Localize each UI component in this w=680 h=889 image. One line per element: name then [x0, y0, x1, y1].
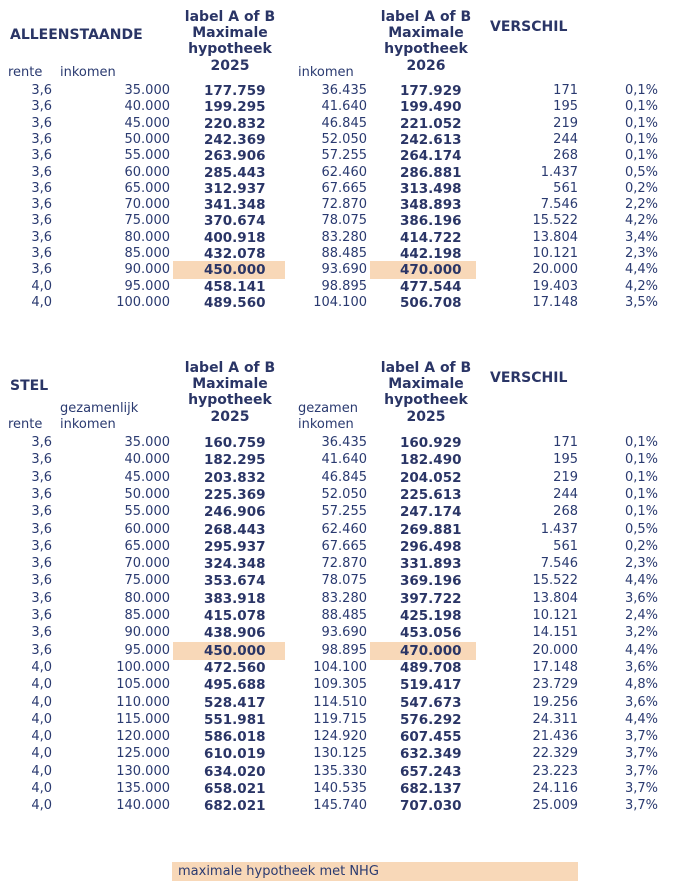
mortgage-2026-cell: 442.198 [400, 246, 462, 262]
percentage-cell: 0,2% [624, 538, 658, 554]
mortgage-2025-cell: 225.369 [204, 486, 266, 503]
percentage-cell: 4,2% [624, 278, 658, 294]
inkomen-cell: 90.000 [124, 625, 170, 641]
inkomen-next-cell: 104.100 [313, 659, 367, 675]
percentage-cell: 3,6% [624, 694, 658, 710]
inkomen-cell: 60.000 [124, 521, 170, 537]
rente-cell: 3,6 [31, 573, 52, 589]
mortgage-2026-cell: 425.198 [400, 608, 462, 624]
verschil-cell: 10.121 [532, 608, 578, 623]
mortgage-2025-cell: 634.020 [204, 763, 266, 780]
inkomen-cell: 115.000 [116, 711, 170, 727]
percentage-cell: 3,7% [624, 746, 658, 762]
rente-cell: 3,6 [31, 486, 52, 502]
verschil-cell: 7.546 [540, 197, 578, 213]
mortgage-2026-cell: 453.056 [400, 625, 462, 642]
inkomen-next-cell: 72.870 [321, 197, 367, 213]
verschil-cell: 195 [553, 99, 578, 115]
inkomen-cell: 45.000 [124, 115, 170, 131]
mortgage-2025-cell: 341.348 [204, 197, 266, 214]
mortgage-2025-cell: 160.759 [204, 435, 266, 451]
mortgage-2026-cell: 247.174 [400, 504, 462, 521]
inkomen-next-cell: 140.535 [313, 781, 367, 796]
mortgage-2026-cell: 331.893 [400, 556, 462, 573]
mortgage-2026-cell: 470.000 [400, 262, 462, 279]
section1-inkomen-header: inkomen [60, 65, 116, 80]
inkomen-cell: 35.000 [124, 83, 170, 98]
rente-cell: 3,6 [31, 99, 52, 115]
mortgage-2025-cell: 203.832 [204, 469, 266, 486]
mortgage-2026-cell: 489.708 [400, 659, 462, 676]
mortgage-2026-cell: 296.498 [400, 538, 462, 555]
inkomen-cell: 40.000 [124, 452, 170, 468]
rente-cell: 3,6 [31, 229, 52, 245]
verschil-cell: 17.148 [532, 659, 578, 675]
inkomen-next-cell: 145.740 [313, 798, 367, 814]
rente-cell: 3,6 [31, 590, 52, 606]
mortgage-2026-cell: 607.455 [400, 729, 462, 746]
mortgage-2026-cell: 414.722 [400, 229, 462, 246]
verschil-cell: 25.009 [532, 798, 578, 814]
percentage-cell: 4,4% [624, 262, 658, 278]
percentage-cell: 0,1% [624, 486, 658, 502]
percentage-cell: 3,2% [624, 625, 658, 641]
inkomen-cell: 60.000 [124, 164, 170, 180]
mortgage-2026-cell: 221.052 [400, 115, 462, 132]
mortgage-2025-cell: 528.417 [204, 694, 266, 711]
inkomen-cell: 70.000 [124, 556, 170, 572]
rente-cell: 4,0 [31, 278, 52, 294]
inkomen-cell: 130.000 [116, 763, 170, 779]
verschil-cell: 171 [553, 83, 578, 98]
percentage-cell: 2,3% [624, 556, 658, 572]
inkomen-next-cell: 104.100 [313, 294, 367, 310]
mortgage-2025-cell: 353.674 [204, 573, 266, 590]
mortgage-2025-cell: 246.906 [204, 504, 266, 521]
percentage-cell: 0,1% [624, 83, 658, 98]
rente-cell: 3,6 [31, 148, 52, 164]
mortgage-2026-cell: 470.000 [400, 642, 462, 659]
mortgage-2025-cell: 610.019 [204, 746, 266, 763]
inkomen-next-cell: 83.280 [321, 590, 367, 606]
mortgage-2025-cell: 268.443 [204, 521, 266, 538]
percentage-cell: 3,6% [624, 590, 658, 606]
percentage-cell: 0,5% [624, 164, 658, 180]
mortgage-2025-cell: 658.021 [204, 781, 266, 797]
verschil-cell: 19.403 [532, 278, 578, 294]
verschil-cell: 1.437 [540, 164, 578, 180]
inkomen-next-cell: 98.895 [321, 642, 367, 658]
mortgage-2026-cell: 313.498 [400, 180, 462, 197]
percentage-cell: 4,4% [624, 642, 658, 658]
mortgage-2025-cell: 438.906 [204, 625, 266, 642]
percentage-cell: 2,4% [624, 608, 658, 623]
inkomen-next-cell: 119.715 [313, 711, 367, 727]
rente-cell: 4,0 [31, 711, 52, 727]
verschil-cell: 171 [553, 435, 578, 450]
inkomen-cell: 55.000 [124, 504, 170, 520]
mortgage-2025-cell: 182.295 [204, 452, 266, 469]
percentage-cell: 0,1% [624, 452, 658, 468]
verschil-cell: 23.223 [532, 763, 578, 779]
rente-cell: 4,0 [31, 746, 52, 762]
section2-header-2026-line: Maximale [388, 376, 464, 393]
mortgage-2025-cell: 495.688 [204, 677, 266, 694]
section2-header-2025-line: 2025 [210, 408, 250, 425]
mortgage-2025-cell: 489.560 [204, 294, 266, 311]
verschil-cell: 13.804 [532, 590, 578, 606]
rente-cell: 3,6 [31, 115, 52, 131]
mortgage-2025-cell: 295.937 [204, 538, 266, 555]
percentage-cell: 0,2% [624, 180, 658, 196]
rente-cell: 3,6 [31, 197, 52, 213]
mortgage-2025-cell: 586.018 [204, 729, 266, 746]
mortgage-2025-cell: 682.021 [204, 798, 266, 815]
inkomen-cell: 65.000 [124, 538, 170, 554]
rente-cell: 3,6 [31, 642, 52, 658]
section1-title: ALLEENSTAANDE [10, 27, 143, 43]
section1-header-2025-line: Maximale [192, 25, 268, 42]
inkomen-cell: 85.000 [124, 246, 170, 261]
rente-cell: 3,6 [31, 608, 52, 623]
verschil-cell: 22.329 [532, 746, 578, 762]
mortgage-2025-cell: 458.141 [204, 278, 266, 295]
mortgage-2026-cell: 632.349 [400, 746, 462, 763]
mortgage-2026-cell: 477.544 [400, 278, 462, 295]
section2-inkomen2-header-line2: inkomen [298, 417, 354, 432]
inkomen-next-cell: 62.460 [321, 521, 367, 537]
percentage-cell: 4,4% [624, 711, 658, 727]
percentage-cell: 3,7% [624, 763, 658, 779]
verschil-cell: 561 [553, 180, 578, 196]
rente-cell: 4,0 [31, 659, 52, 675]
percentage-cell: 4,2% [624, 213, 658, 229]
percentage-cell: 0,1% [624, 435, 658, 450]
inkomen-cell: 95.000 [124, 642, 170, 658]
inkomen-cell: 120.000 [116, 729, 170, 745]
inkomen-cell: 135.000 [116, 781, 170, 796]
rente-cell: 4,0 [31, 781, 52, 796]
nhg-legend [172, 862, 578, 881]
section2-header-2026-line: hypotheek [384, 392, 468, 409]
mortgage-2026-cell: 519.417 [400, 677, 462, 694]
section1-verschil-header: VERSCHIL [490, 19, 568, 35]
mortgage-2026-cell: 182.490 [400, 452, 462, 469]
verschil-cell: 21.436 [532, 729, 578, 745]
section1-header-2026-line: label A of B [380, 9, 472, 25]
rente-cell: 3,6 [31, 131, 52, 147]
percentage-cell: 0,1% [624, 148, 658, 164]
mortgage-2025-cell: 383.918 [204, 590, 266, 607]
mortgage-2026-cell: 576.292 [400, 711, 462, 728]
inkomen-next-cell: 130.125 [313, 746, 367, 762]
mortgage-2025-cell: 415.078 [204, 608, 266, 624]
inkomen-next-cell: 52.050 [321, 131, 367, 147]
percentage-cell: 3,5% [624, 294, 658, 310]
section1-inkomen2-header: inkomen [298, 65, 354, 80]
section2-header-2026-line: label A of B [380, 360, 472, 376]
mortgage-2026-cell: 242.613 [400, 131, 462, 148]
mortgage-2026-cell: 657.243 [400, 763, 462, 780]
section1-header-2025-line: 2025 [210, 57, 250, 74]
mortgage-2025-cell: 324.348 [204, 556, 266, 573]
mortgage-2026-cell: 386.196 [400, 213, 462, 230]
rente-cell: 3,6 [31, 504, 52, 520]
inkomen-cell: 75.000 [124, 573, 170, 589]
section2-header-2025-line: Maximale [192, 376, 268, 393]
inkomen-next-cell: 109.305 [313, 677, 367, 693]
inkomen-next-cell: 83.280 [321, 229, 367, 245]
rente-cell: 3,6 [31, 435, 52, 450]
inkomen-next-cell: 67.665 [321, 538, 367, 554]
rente-cell: 3,6 [31, 83, 52, 98]
inkomen-cell: 35.000 [124, 435, 170, 450]
rente-cell: 3,6 [31, 452, 52, 468]
inkomen-next-cell: 88.485 [321, 608, 367, 623]
section1-header-2025-line: hypotheek [188, 41, 272, 58]
inkomen-next-cell: 62.460 [321, 164, 367, 180]
inkomen-cell: 140.000 [116, 798, 170, 814]
section2-inkomen-header-line2: inkomen [60, 417, 116, 432]
inkomen-next-cell: 67.665 [321, 180, 367, 196]
mortgage-2025-cell: 551.981 [204, 711, 266, 728]
inkomen-next-cell: 57.255 [321, 148, 367, 164]
rente-cell: 3,6 [31, 625, 52, 641]
inkomen-cell: 80.000 [124, 590, 170, 606]
inkomen-next-cell: 124.920 [313, 729, 367, 745]
verschil-cell: 244 [553, 131, 578, 147]
inkomen-cell: 65.000 [124, 180, 170, 196]
rente-cell: 3,6 [31, 180, 52, 196]
inkomen-cell: 40.000 [124, 99, 170, 115]
verschil-cell: 1.437 [540, 521, 578, 537]
mortgage-2026-cell: 348.893 [400, 197, 462, 214]
inkomen-next-cell: 114.510 [313, 694, 367, 710]
mortgage-2026-cell: 269.881 [400, 521, 462, 538]
inkomen-cell: 125.000 [116, 746, 170, 762]
mortgage-2025-cell: 450.000 [204, 642, 266, 659]
inkomen-next-cell: 78.075 [321, 573, 367, 589]
mortgage-2025-cell: 400.918 [204, 229, 266, 246]
rente-cell: 4,0 [31, 677, 52, 693]
inkomen-next-cell: 72.870 [321, 556, 367, 572]
rente-cell: 3,6 [31, 469, 52, 485]
rente-cell: 4,0 [31, 294, 52, 310]
percentage-cell: 4,4% [624, 573, 658, 589]
rente-cell: 4,0 [31, 763, 52, 779]
mortgage-2026-cell: 160.929 [400, 435, 462, 451]
section1-header-2026-line: 2026 [406, 57, 446, 74]
percentage-cell: 3,7% [624, 729, 658, 745]
inkomen-next-cell: 36.435 [321, 435, 367, 450]
rente-cell: 4,0 [31, 694, 52, 710]
verschil-cell: 195 [553, 452, 578, 468]
percentage-cell: 0,1% [624, 504, 658, 520]
verschil-cell: 24.311 [532, 711, 578, 727]
inkomen-cell: 50.000 [124, 131, 170, 147]
section2-header-2025-line: label A of B [184, 360, 276, 376]
section2-inkomen-header-line1: gezamenlijk [60, 401, 139, 416]
verschil-cell: 15.522 [532, 573, 578, 589]
mortgage-2025-cell: 285.443 [204, 164, 266, 181]
rente-cell: 4,0 [31, 729, 52, 745]
mortgage-2026-cell: 369.196 [400, 573, 462, 590]
verschil-cell: 14.151 [532, 625, 578, 641]
mortgage-2026-cell: 264.174 [400, 148, 462, 165]
inkomen-next-cell: 36.435 [321, 83, 367, 98]
mortgage-2025-cell: 177.759 [204, 83, 266, 99]
verschil-cell: 17.148 [532, 294, 578, 310]
mortgage-2025-cell: 312.937 [204, 180, 266, 197]
percentage-cell: 3,6% [624, 659, 658, 675]
nhg-legend-text: maximale hypotheek met NHG [178, 864, 379, 879]
inkomen-next-cell: 41.640 [321, 452, 367, 468]
inkomen-cell: 70.000 [124, 197, 170, 213]
verschil-cell: 219 [553, 115, 578, 131]
inkomen-next-cell: 93.690 [321, 262, 367, 278]
verschil-cell: 10.121 [532, 246, 578, 261]
section2-inkomen2-header-line1: gezamen [298, 401, 358, 416]
rente-cell: 4,0 [31, 798, 52, 814]
inkomen-cell: 80.000 [124, 229, 170, 245]
percentage-cell: 0,1% [624, 131, 658, 147]
inkomen-cell: 95.000 [124, 278, 170, 294]
mortgage-2025-cell: 220.832 [204, 115, 266, 132]
mortgage-2026-cell: 225.613 [400, 486, 462, 503]
section2-title: STEL [10, 378, 49, 394]
inkomen-cell: 45.000 [124, 469, 170, 485]
verschil-cell: 268 [553, 148, 578, 164]
inkomen-next-cell: 46.845 [321, 115, 367, 131]
inkomen-cell: 50.000 [124, 486, 170, 502]
mortgage-2025-cell: 242.369 [204, 131, 266, 148]
inkomen-cell: 100.000 [116, 294, 170, 310]
verschil-cell: 13.804 [532, 229, 578, 245]
rente-cell: 3,6 [31, 213, 52, 229]
verschil-cell: 24.116 [532, 781, 578, 796]
section1-header-2026-line: Maximale [388, 25, 464, 42]
rente-cell: 3,6 [31, 246, 52, 261]
percentage-cell: 0,1% [624, 115, 658, 131]
inkomen-next-cell: 57.255 [321, 504, 367, 520]
inkomen-next-cell: 135.330 [313, 763, 367, 779]
verschil-cell: 20.000 [532, 262, 578, 278]
percentage-cell: 4,8% [624, 677, 658, 693]
inkomen-next-cell: 52.050 [321, 486, 367, 502]
verschil-cell: 561 [553, 538, 578, 554]
inkomen-cell: 85.000 [124, 608, 170, 623]
inkomen-cell: 55.000 [124, 148, 170, 164]
inkomen-next-cell: 41.640 [321, 99, 367, 115]
inkomen-next-cell: 78.075 [321, 213, 367, 229]
verschil-cell: 15.522 [532, 213, 578, 229]
inkomen-cell: 90.000 [124, 262, 170, 278]
section1-rente-header: rente [8, 65, 43, 80]
rente-cell: 3,6 [31, 262, 52, 278]
mortgage-2025-cell: 370.674 [204, 213, 266, 230]
mortgage-2026-cell: 707.030 [400, 798, 462, 815]
mortgage-2025-cell: 472.560 [204, 659, 266, 676]
mortgage-2025-cell: 432.078 [204, 246, 266, 262]
section2-header-2026-line: 2025 [406, 408, 446, 425]
rente-cell: 3,6 [31, 521, 52, 537]
rente-cell: 3,6 [31, 538, 52, 554]
verschil-cell: 20.000 [532, 642, 578, 658]
section1-header-2025-line: label A of B [184, 9, 276, 25]
inkomen-next-cell: 93.690 [321, 625, 367, 641]
mortgage-2026-cell: 506.708 [400, 294, 462, 311]
rente-cell: 3,6 [31, 556, 52, 572]
verschil-cell: 7.546 [540, 556, 578, 572]
inkomen-cell: 75.000 [124, 213, 170, 229]
section2-rente-header: rente [8, 417, 43, 432]
mortgage-2026-cell: 682.137 [400, 781, 462, 797]
percentage-cell: 2,3% [624, 246, 658, 261]
percentage-cell: 0,1% [624, 469, 658, 485]
verschil-cell: 23.729 [532, 677, 578, 693]
section2-header-2025-line: hypotheek [188, 392, 272, 409]
rente-cell: 3,6 [31, 164, 52, 180]
percentage-cell: 0,1% [624, 99, 658, 115]
section1-header-2026-line: hypotheek [384, 41, 468, 58]
mortgage-2025-cell: 263.906 [204, 148, 266, 165]
mortgage-2025-cell: 199.295 [204, 99, 266, 116]
mortgage-2026-cell: 177.929 [400, 83, 462, 99]
percentage-cell: 3,4% [624, 229, 658, 245]
verschil-cell: 19.256 [532, 694, 578, 710]
inkomen-cell: 105.000 [116, 677, 170, 693]
mortgage-2026-cell: 286.881 [400, 164, 462, 181]
inkomen-next-cell: 46.845 [321, 469, 367, 485]
verschil-cell: 244 [553, 486, 578, 502]
inkomen-next-cell: 88.485 [321, 246, 367, 261]
verschil-cell: 268 [553, 504, 578, 520]
mortgage-2026-cell: 397.722 [400, 590, 462, 607]
percentage-cell: 2,2% [624, 197, 658, 213]
percentage-cell: 0,5% [624, 521, 658, 537]
verschil-cell: 219 [553, 469, 578, 485]
percentage-cell: 3,7% [624, 781, 658, 796]
section2-verschil-header: VERSCHIL [490, 370, 568, 386]
inkomen-cell: 100.000 [116, 659, 170, 675]
inkomen-next-cell: 98.895 [321, 278, 367, 294]
inkomen-cell: 110.000 [116, 694, 170, 710]
mortgage-2025-cell: 450.000 [204, 262, 266, 279]
mortgage-2026-cell: 199.490 [400, 99, 462, 116]
percentage-cell: 3,7% [624, 798, 658, 814]
mortgage-2026-cell: 547.673 [400, 694, 462, 711]
mortgage-2026-cell: 204.052 [400, 469, 462, 486]
